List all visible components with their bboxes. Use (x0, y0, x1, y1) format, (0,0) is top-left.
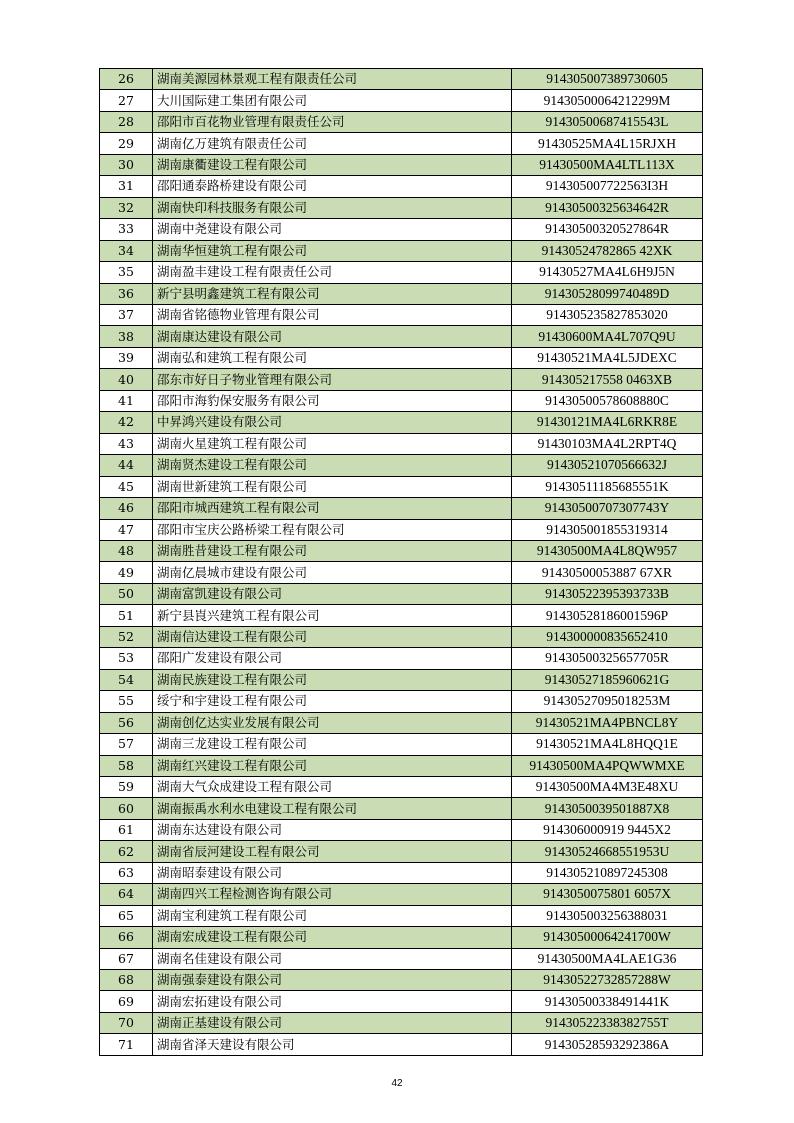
row-number: 56 (100, 712, 153, 733)
company-name: 湖南宏成建设工程有限公司 (153, 927, 512, 948)
credit-code: 914305007722563I3H (512, 176, 703, 197)
row-number: 32 (100, 197, 153, 218)
company-name: 邵阳通泰路桥建设有限公司 (153, 176, 512, 197)
credit-code: 91430500MA4PQWWMXE (512, 755, 703, 776)
table-row (100, 798, 703, 819)
table-row (100, 369, 703, 390)
company-name: 新宁县明鑫建筑工程有限公司 (153, 283, 512, 304)
table-row (100, 1034, 703, 1055)
company-name: 湖南四兴工程检测咨询有限公司 (153, 884, 512, 905)
table-row (100, 283, 703, 304)
row-number: 59 (100, 776, 153, 797)
row-number: 64 (100, 884, 153, 905)
row-number: 28 (100, 111, 153, 132)
row-number: 34 (100, 240, 153, 261)
company-name: 湖南华恒建筑工程有限公司 (153, 240, 512, 261)
credit-code: 91430521070566632J (512, 455, 703, 476)
row-number: 45 (100, 476, 153, 497)
company-name: 湖南信达建设工程有限公司 (153, 626, 512, 647)
row-number: 71 (100, 1034, 153, 1055)
company-name: 湖南创亿达实业发展有限公司 (153, 712, 512, 733)
table-row (100, 476, 703, 497)
page-number: 42 (391, 1078, 403, 1089)
table-row (100, 154, 703, 175)
table-row (100, 862, 703, 883)
company-name: 湖南亿万建筑有限责任公司 (153, 133, 512, 154)
table-row (100, 540, 703, 561)
row-number: 37 (100, 304, 153, 325)
table-row (100, 755, 703, 776)
row-number: 58 (100, 755, 153, 776)
company-name: 大川国际建工集团有限公司 (153, 90, 512, 111)
credit-code: 91430500MA4L8QW957 (512, 540, 703, 561)
company-name: 湖南东达建设有限公司 (153, 819, 512, 840)
row-number: 31 (100, 176, 153, 197)
company-table (99, 68, 703, 1056)
credit-code: 914305235827853020 (512, 304, 703, 325)
table-row (100, 412, 703, 433)
table-body (100, 69, 703, 1056)
company-name: 湖南胜昔建设工程有限公司 (153, 540, 512, 561)
table-row (100, 390, 703, 411)
company-name: 湖南盈丰建设工程有限责任公司 (153, 262, 512, 283)
credit-code: 91430500064212299M (512, 90, 703, 111)
credit-code: 91430500707307743Y (512, 498, 703, 519)
credit-code: 91430500064241700W (512, 927, 703, 948)
table-row (100, 197, 703, 218)
company-name: 湖南昭泰建设有限公司 (153, 862, 512, 883)
row-number: 68 (100, 970, 153, 991)
company-name: 湖南火星建筑工程有限公司 (153, 433, 512, 454)
credit-code: 9143050075801 6057X (512, 884, 703, 905)
company-name: 湖南康衢建设工程有限公司 (153, 154, 512, 175)
row-number: 46 (100, 498, 153, 519)
company-name: 中昇鸿兴建设有限公司 (153, 412, 512, 433)
company-name: 邵阳广发建设有限公司 (153, 648, 512, 669)
credit-code: 91430522395393733B (512, 583, 703, 604)
row-number: 65 (100, 905, 153, 926)
table-row (100, 1012, 703, 1033)
row-number: 27 (100, 90, 153, 111)
table-row (100, 455, 703, 476)
credit-code: 914305007389730605 (512, 69, 703, 90)
credit-code: 91430527MA4L6H9J5N (512, 262, 703, 283)
credit-code: 91430103MA4L2RPT4Q (512, 433, 703, 454)
credit-code: 914305003256388031 (512, 905, 703, 926)
company-name: 湖南红兴建设工程有限公司 (153, 755, 512, 776)
row-number: 55 (100, 691, 153, 712)
table-row (100, 626, 703, 647)
row-number: 41 (100, 390, 153, 411)
company-name: 湖南强泰建设有限公司 (153, 970, 512, 991)
table-row (100, 133, 703, 154)
row-number: 42 (100, 412, 153, 433)
credit-code: 91430528593292386A (512, 1034, 703, 1055)
company-name: 湖南振禹水利水电建设工程有限公司 (153, 798, 512, 819)
table-row (100, 648, 703, 669)
company-name: 湖南康达建设有限公司 (153, 326, 512, 347)
company-name: 湖南宝利建筑工程有限公司 (153, 905, 512, 926)
company-name: 湖南贤杰建设工程有限公司 (153, 455, 512, 476)
table-row (100, 304, 703, 325)
credit-code: 91430500325634642R (512, 197, 703, 218)
table-row (100, 605, 703, 626)
credit-code: 91430500320527864R (512, 219, 703, 240)
row-number: 67 (100, 948, 153, 969)
company-name: 邵阳市百花物业管理有限责任公司 (153, 111, 512, 132)
credit-code: 91430500MA4M3E48XU (512, 776, 703, 797)
company-name: 湖南弘和建筑工程有限公司 (153, 347, 512, 368)
table-row (100, 734, 703, 755)
credit-code: 91430521MA4PBNCL8Y (512, 712, 703, 733)
company-name: 湖南正基建设有限公司 (153, 1012, 512, 1033)
row-number: 40 (100, 369, 153, 390)
row-number: 69 (100, 991, 153, 1012)
credit-code: 91430524782865 42XK (512, 240, 703, 261)
credit-code: 91430521MA4L5JDEXC (512, 347, 703, 368)
table-row (100, 905, 703, 926)
table-row (100, 90, 703, 111)
company-name: 邵阳市海豹保安服务有限公司 (153, 390, 512, 411)
credit-code: 91430525MA4L15RJXH (512, 133, 703, 154)
row-number: 29 (100, 133, 153, 154)
row-number: 43 (100, 433, 153, 454)
company-name: 湖南大气众成建设工程有限公司 (153, 776, 512, 797)
row-number: 30 (100, 154, 153, 175)
table-row (100, 583, 703, 604)
table-row (100, 712, 703, 733)
credit-code: 91430527095018253M (512, 691, 703, 712)
row-number: 39 (100, 347, 153, 368)
table-row (100, 498, 703, 519)
credit-code: 914305210897245308 (512, 862, 703, 883)
row-number: 33 (100, 219, 153, 240)
company-name: 湖南美源园林景观工程有限责任公司 (153, 69, 512, 90)
row-number: 63 (100, 862, 153, 883)
table-row (100, 970, 703, 991)
row-number: 61 (100, 819, 153, 840)
company-name: 绥宁和宇建设工程有限公司 (153, 691, 512, 712)
table-row (100, 991, 703, 1012)
row-number: 48 (100, 540, 153, 561)
table-row (100, 69, 703, 90)
credit-code: 9143050039501887X8 (512, 798, 703, 819)
credit-code: 91430600MA4L707Q9U (512, 326, 703, 347)
credit-code: 91430522732857288W (512, 970, 703, 991)
credit-code: 91430521MA4L8HQQ1E (512, 734, 703, 755)
credit-code: 91430500MA4LAE1G36 (512, 948, 703, 969)
credit-code: 91430527185960621G (512, 669, 703, 690)
row-number: 50 (100, 583, 153, 604)
company-name: 湖南省泽天建设有限公司 (153, 1034, 512, 1055)
credit-code: 914305217558 0463XB (512, 369, 703, 390)
company-name: 湖南快印科技服务有限公司 (153, 197, 512, 218)
credit-code: 91430500MA4LTL113X (512, 154, 703, 175)
company-name: 湖南宏拓建设有限公司 (153, 991, 512, 1012)
credit-code: 91430121MA4L6RKR8E (512, 412, 703, 433)
row-number: 38 (100, 326, 153, 347)
table-row (100, 176, 703, 197)
credit-code: 914305001855319314 (512, 519, 703, 540)
table-row (100, 841, 703, 862)
row-number: 51 (100, 605, 153, 626)
credit-code: 91430500687415543L (512, 111, 703, 132)
company-name: 湖南民族建设工程有限公司 (153, 669, 512, 690)
company-name: 湖南世新建筑工程有限公司 (153, 476, 512, 497)
credit-code: 91430528099740489D (512, 283, 703, 304)
company-name: 湖南省辰河建设工程有限公司 (153, 841, 512, 862)
row-number: 62 (100, 841, 153, 862)
row-number: 57 (100, 734, 153, 755)
table-row (100, 262, 703, 283)
table-row (100, 884, 703, 905)
credit-code: 91430500578608880C (512, 390, 703, 411)
company-name: 湖南名佳建设有限公司 (153, 948, 512, 969)
credit-code: 91430500338491441K (512, 991, 703, 1012)
table-row (100, 347, 703, 368)
table-row (100, 219, 703, 240)
credit-code: 914306000919 9445X2 (512, 819, 703, 840)
table-row (100, 927, 703, 948)
row-number: 54 (100, 669, 153, 690)
credit-code: 91430522338382755T (512, 1012, 703, 1033)
credit-code: 91430500325657705R (512, 648, 703, 669)
row-number: 70 (100, 1012, 153, 1033)
table-row (100, 240, 703, 261)
credit-code: 91430524668551953U (512, 841, 703, 862)
table-row (100, 669, 703, 690)
table-row (100, 519, 703, 540)
row-number: 66 (100, 927, 153, 948)
company-name: 湖南亿晨城市建设有限公司 (153, 562, 512, 583)
row-number: 52 (100, 626, 153, 647)
credit-code: 91430500053887 67XR (512, 562, 703, 583)
credit-code: 914300000835652410 (512, 626, 703, 647)
row-number: 36 (100, 283, 153, 304)
table-row (100, 326, 703, 347)
row-number: 53 (100, 648, 153, 669)
company-name: 湖南中尧建设有限公司 (153, 219, 512, 240)
table-row (100, 111, 703, 132)
table-row (100, 433, 703, 454)
row-number: 44 (100, 455, 153, 476)
row-number: 49 (100, 562, 153, 583)
row-number: 60 (100, 798, 153, 819)
company-name: 邵阳市宝庆公路桥梁工程有限公司 (153, 519, 512, 540)
company-name: 邵东市好日子物业管理有限公司 (153, 369, 512, 390)
company-name: 湖南三龙建设工程有限公司 (153, 734, 512, 755)
credit-code: 91430528186001596P (512, 605, 703, 626)
company-name: 湖南省铭德物业管理有限公司 (153, 304, 512, 325)
row-number: 35 (100, 262, 153, 283)
credit-code: 91430511185685551K (512, 476, 703, 497)
company-name: 新宁县崀兴建筑工程有限公司 (153, 605, 512, 626)
row-number: 47 (100, 519, 153, 540)
table-row (100, 691, 703, 712)
row-number: 26 (100, 69, 153, 90)
table-row (100, 819, 703, 840)
company-name: 湖南富凯建设有限公司 (153, 583, 512, 604)
table-row (100, 948, 703, 969)
table-row (100, 776, 703, 797)
table-row (100, 562, 703, 583)
company-name: 邵阳市城西建筑工程有限公司 (153, 498, 512, 519)
